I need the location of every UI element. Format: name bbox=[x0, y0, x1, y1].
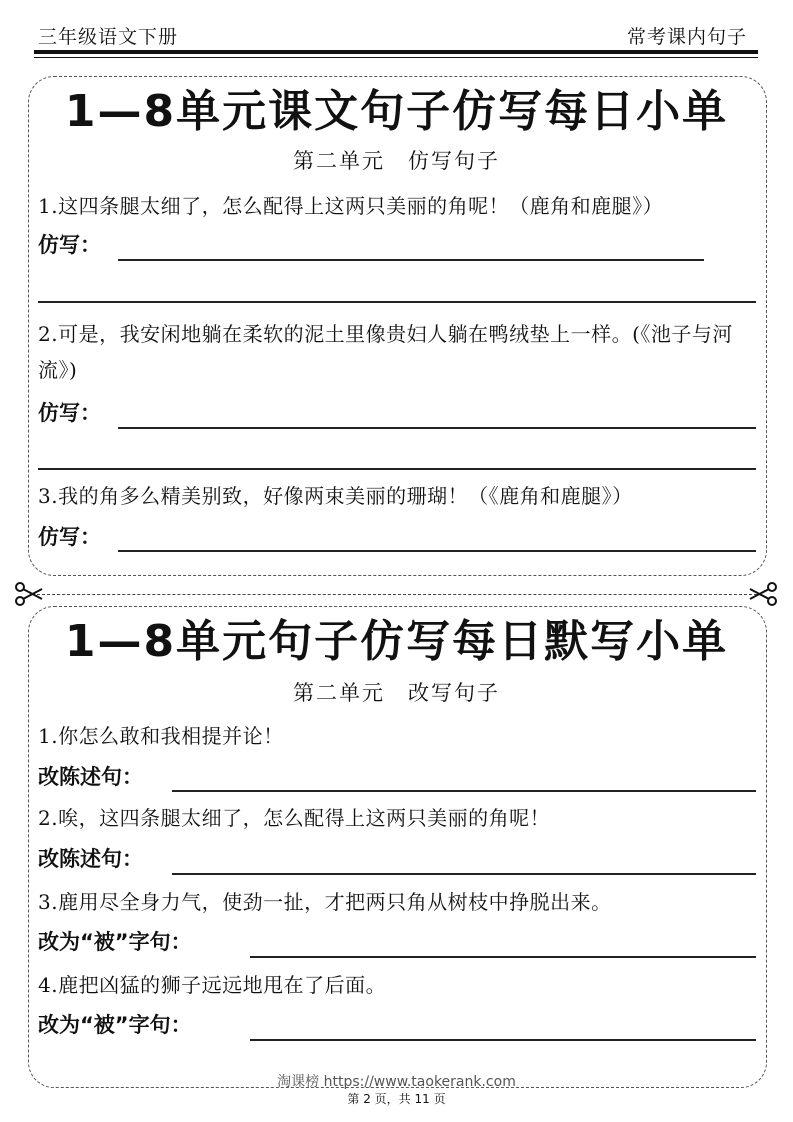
section2-item-3-answer-line[interactable] bbox=[250, 956, 756, 958]
section2-item-4-label: 改为“被”字句： bbox=[38, 1013, 192, 1037]
section2-item-1-label: 改陈述句： bbox=[38, 765, 143, 789]
section1-item-3-text: 3.我的角多么精美别致，好像两束美丽的珊瑚！（《鹿角和鹿腿》） bbox=[38, 484, 633, 508]
header-right-text: 常考课内句子 bbox=[626, 26, 747, 48]
section2-item-4-answer-line[interactable] bbox=[250, 1039, 756, 1041]
section2-item-3-label: 改为“被”字句： bbox=[38, 930, 192, 954]
watermark-text: 淘课榜 https://www.taokerank.com bbox=[277, 1074, 516, 1090]
section1-item-1-label: 仿写： bbox=[38, 233, 101, 257]
section2-title: 1—8单元句子仿写每日默写小单 bbox=[64, 616, 729, 667]
section1-item-1-answer-line-2[interactable] bbox=[38, 301, 756, 303]
section2-item-2-text: 2.唉，这四条腿太细了，怎么配得上这两只美丽的角呢！ bbox=[38, 806, 551, 830]
section1-item-3-answer-line[interactable] bbox=[118, 550, 756, 552]
section2-item-1-text: 1.你怎么敢和我相提并论！ bbox=[38, 724, 284, 748]
cut-line bbox=[32, 594, 762, 595]
section2-subtitle: 第二单元 改写句子 bbox=[293, 681, 500, 705]
header-rule-thin bbox=[34, 57, 758, 58]
section1-subtitle: 第二单元 仿写句子 bbox=[293, 149, 500, 173]
page-number: 第 2 页，共 11 页 bbox=[347, 1092, 446, 1106]
header-left-text: 三年级语文下册 bbox=[38, 26, 179, 48]
section2-item-2-label: 改陈述句： bbox=[38, 847, 143, 871]
section1-item-2-answer-line-2[interactable] bbox=[38, 468, 756, 470]
scissors-icon-left bbox=[14, 580, 44, 608]
section1-item-2-answer-line[interactable] bbox=[118, 427, 756, 429]
section2-item-1-answer-line[interactable] bbox=[172, 790, 756, 792]
scissors-icon-right bbox=[748, 580, 778, 608]
section1-item-2-text: 2.可是，我安闲地躺在柔软的泥土里像贵妇人躺在鸭绒垫上一样。(《池子与河流》) bbox=[38, 322, 733, 382]
section2-item-3-text: 3.鹿用尽全身力气，使劲一扯，才把两只角从树枝中挣脱出来。 bbox=[38, 890, 612, 914]
section2-item-4-text: 4.鹿把凶猛的狮子远远地甩在了后面。 bbox=[38, 973, 387, 997]
header-rule-thick bbox=[34, 50, 758, 54]
section2-item-2-answer-line[interactable] bbox=[172, 873, 756, 875]
section1-title: 1—8单元课文句子仿写每日小单 bbox=[64, 86, 729, 137]
section1-item-3-label: 仿写： bbox=[38, 525, 101, 549]
section1-item-1-answer-line[interactable] bbox=[118, 259, 704, 261]
section1-item-1-text: 1.这四条腿太细了，怎么配得上这两只美丽的角呢！（鹿角和鹿腿》） bbox=[38, 194, 664, 218]
section1-item-2-label: 仿写： bbox=[38, 401, 101, 425]
